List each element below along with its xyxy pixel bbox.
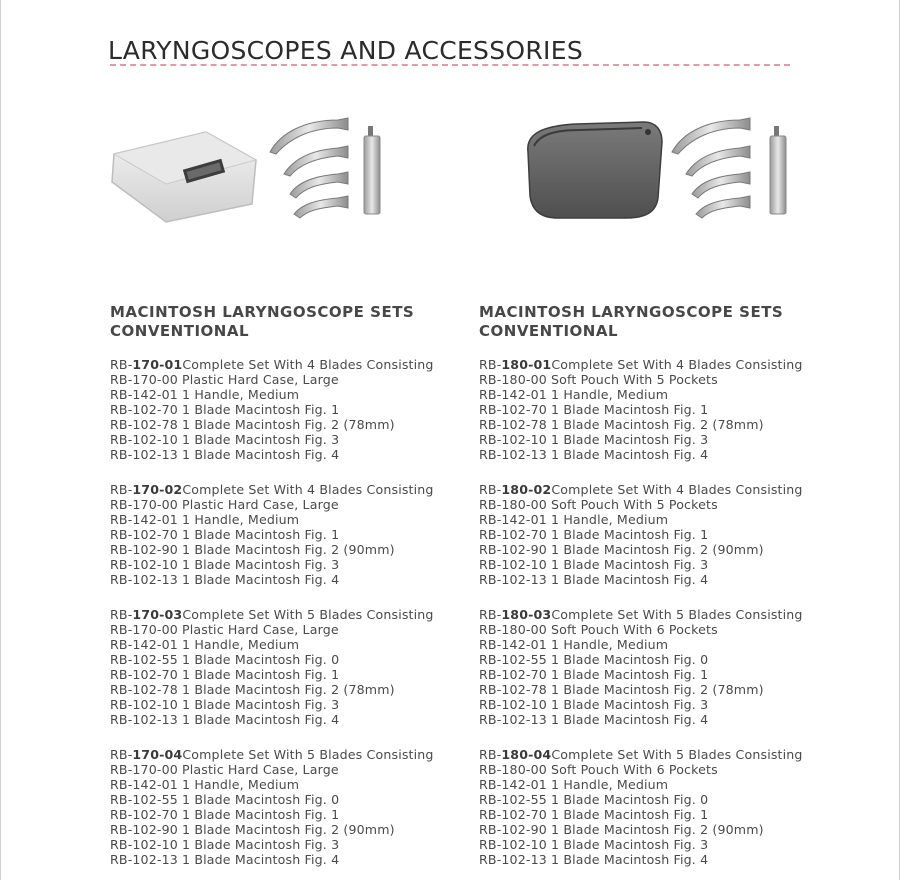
component-row	[110, 637, 470, 652]
component-description: 1 Blade Macintosh Fig. 2 (90mm)	[182, 822, 395, 837]
section-title	[110, 303, 470, 341]
blades-icon	[672, 118, 750, 218]
set-description: Complete Set With 5 Blades Consisting	[551, 747, 803, 762]
component-row	[479, 572, 839, 587]
set-code-number: 180-04	[501, 747, 552, 762]
component-description: 1 Blade Macintosh Fig. 1	[182, 667, 340, 682]
section-title-line2: CONVENTIONAL	[110, 322, 250, 340]
component-row	[110, 667, 470, 682]
component-code: RB-102-13	[110, 712, 178, 727]
component-code: RB-170-00	[110, 372, 178, 387]
component-code: RB-180-00	[479, 497, 547, 512]
component-description: 1 Blade Macintosh Fig. 2 (90mm)	[182, 542, 395, 557]
component-code: RB-102-13	[110, 572, 178, 587]
component-row	[479, 512, 839, 527]
component-row	[479, 402, 839, 417]
component-row	[479, 637, 839, 652]
component-code: RB-102-13	[479, 572, 547, 587]
component-description: 1 Blade Macintosh Fig. 2 (78mm)	[182, 682, 395, 697]
component-code: RB-102-78	[479, 417, 547, 432]
set-code	[110, 607, 182, 622]
set-header-row	[110, 607, 470, 622]
component-description: 1 Blade Macintosh Fig. 2 (78mm)	[182, 417, 395, 432]
set-code	[110, 747, 182, 762]
component-row	[479, 432, 839, 447]
component-code: RB-142-01	[479, 387, 547, 402]
set-code	[479, 607, 551, 622]
component-description: 1 Blade Macintosh Fig. 1	[551, 667, 709, 682]
component-description: 1 Blade Macintosh Fig. 3	[551, 837, 709, 852]
component-description: Plastic Hard Case, Large	[182, 497, 339, 512]
set-code-number: 180-01	[501, 357, 552, 372]
component-code: RB-142-01	[479, 512, 547, 527]
component-description: 1 Handle, Medium	[182, 777, 300, 792]
component-code: RB-180-00	[479, 762, 547, 777]
set-code	[479, 357, 551, 372]
soft-pouch-icon	[528, 122, 662, 218]
component-row	[479, 697, 839, 712]
component-description: Soft Pouch With 6 Pockets	[551, 622, 718, 637]
component-row	[110, 682, 470, 697]
set-code-prefix: RB-	[479, 607, 502, 622]
component-description: 1 Blade Macintosh Fig. 0	[551, 652, 709, 667]
component-code: RB-102-10	[479, 557, 547, 572]
set-description: Complete Set With 5 Blades Consisting	[182, 607, 434, 622]
component-code: RB-142-01	[110, 387, 178, 402]
set-code	[479, 747, 551, 762]
component-description: 1 Blade Macintosh Fig. 4	[182, 712, 340, 727]
product-set	[479, 482, 839, 587]
component-row	[110, 697, 470, 712]
component-row	[110, 372, 470, 387]
component-description: 1 Handle, Medium	[182, 512, 300, 527]
component-row	[110, 527, 470, 542]
component-code: RB-142-01	[110, 637, 178, 652]
component-code: RB-102-70	[110, 667, 178, 682]
section-title	[479, 303, 839, 341]
component-row	[479, 372, 839, 387]
section-title-line1: MACINTOSH LARYNGOSCOPE SETS	[110, 303, 415, 321]
component-description: Plastic Hard Case, Large	[182, 762, 339, 777]
set-code-number: 180-02	[501, 482, 552, 497]
set-description: Complete Set With 5 Blades Consisting	[551, 607, 803, 622]
handle-icon	[364, 126, 380, 214]
component-row	[110, 622, 470, 637]
component-row	[479, 807, 839, 822]
component-row	[479, 682, 839, 697]
set-header-row	[479, 747, 839, 762]
section-title-line1: MACINTOSH LARYNGOSCOPE SETS	[479, 303, 784, 321]
component-row	[479, 712, 839, 727]
handle-icon	[770, 126, 786, 214]
component-description: 1 Blade Macintosh Fig. 3	[551, 697, 709, 712]
hard-case-laryngoscope-set-image	[106, 112, 406, 224]
component-row	[479, 822, 839, 837]
component-description: 1 Blade Macintosh Fig. 3	[551, 432, 709, 447]
component-code: RB-102-10	[110, 432, 178, 447]
component-code: RB-102-70	[110, 527, 178, 542]
component-code: RB-102-55	[479, 792, 547, 807]
component-row	[110, 557, 470, 572]
component-code: RB-102-78	[110, 682, 178, 697]
component-code: RB-102-10	[479, 837, 547, 852]
component-description: 1 Handle, Medium	[551, 387, 669, 402]
component-description: 1 Blade Macintosh Fig. 2 (78mm)	[551, 682, 764, 697]
component-row	[479, 527, 839, 542]
component-code: RB-102-10	[479, 432, 547, 447]
component-code: RB-102-10	[110, 557, 178, 572]
set-code-number: 170-01	[132, 357, 183, 372]
component-code: RB-170-00	[110, 762, 178, 777]
component-description: 1 Blade Macintosh Fig. 0	[182, 792, 340, 807]
component-row	[479, 777, 839, 792]
left-column	[110, 303, 470, 884]
set-header-row	[110, 357, 470, 372]
component-row	[479, 652, 839, 667]
title-divider	[110, 64, 790, 66]
component-code: RB-102-90	[479, 822, 547, 837]
set-code-prefix: RB-	[110, 482, 133, 497]
set-header-row	[479, 607, 839, 622]
component-row	[110, 417, 470, 432]
set-code	[110, 357, 182, 372]
set-code-prefix: RB-	[110, 607, 133, 622]
component-description: 1 Blade Macintosh Fig. 4	[551, 447, 709, 462]
component-code: RB-102-70	[479, 402, 547, 417]
component-row	[110, 822, 470, 837]
set-description: Complete Set With 4 Blades Consisting	[182, 482, 434, 497]
component-description: 1 Blade Macintosh Fig. 0	[551, 792, 709, 807]
component-code: RB-102-70	[110, 807, 178, 822]
product-set	[479, 747, 839, 867]
component-row	[110, 837, 470, 852]
set-header-row	[479, 482, 839, 497]
component-description: 1 Blade Macintosh Fig. 1	[551, 807, 709, 822]
component-code: RB-142-01	[479, 777, 547, 792]
component-row	[479, 417, 839, 432]
component-description: Plastic Hard Case, Large	[182, 372, 339, 387]
component-row	[110, 712, 470, 727]
set-code-prefix: RB-	[479, 747, 502, 762]
component-description: 1 Blade Macintosh Fig. 3	[551, 557, 709, 572]
component-row	[479, 622, 839, 637]
component-description: 1 Blade Macintosh Fig. 3	[182, 837, 340, 852]
component-row	[110, 432, 470, 447]
component-row	[110, 542, 470, 557]
component-description: 1 Blade Macintosh Fig. 0	[182, 652, 340, 667]
component-description: 1 Blade Macintosh Fig. 1	[182, 402, 340, 417]
component-row	[110, 447, 470, 462]
component-description: 1 Handle, Medium	[551, 637, 669, 652]
component-code: RB-102-13	[479, 852, 547, 867]
component-code: RB-102-13	[110, 852, 178, 867]
component-code: RB-102-70	[110, 402, 178, 417]
product-set	[110, 607, 470, 727]
component-row	[110, 512, 470, 527]
component-description: 1 Blade Macintosh Fig. 3	[182, 697, 340, 712]
section-title-line2: CONVENTIONAL	[479, 322, 619, 340]
component-code: RB-102-90	[110, 822, 178, 837]
component-row	[110, 762, 470, 777]
component-code: RB-102-10	[110, 697, 178, 712]
component-code: RB-102-55	[110, 792, 178, 807]
component-description: 1 Blade Macintosh Fig. 1	[551, 402, 709, 417]
set-code-prefix: RB-	[110, 747, 133, 762]
component-row	[110, 652, 470, 667]
right-column	[479, 303, 839, 884]
component-description: 1 Blade Macintosh Fig. 4	[182, 447, 340, 462]
product-set	[479, 357, 839, 462]
soft-pouch-laryngoscope-set-image	[516, 112, 816, 224]
component-code: RB-102-90	[110, 542, 178, 557]
component-code: RB-102-10	[110, 837, 178, 852]
set-code-prefix: RB-	[479, 357, 502, 372]
set-header-row	[479, 357, 839, 372]
component-code: RB-102-70	[479, 807, 547, 822]
set-code-number: 170-02	[132, 482, 183, 497]
component-code: RB-180-00	[479, 372, 547, 387]
component-row	[479, 837, 839, 852]
component-code: RB-102-13	[479, 712, 547, 727]
component-row	[479, 762, 839, 777]
set-code-number: 180-03	[501, 607, 552, 622]
product-set	[110, 482, 470, 587]
component-description: 1 Blade Macintosh Fig. 4	[182, 572, 340, 587]
component-row	[110, 572, 470, 587]
component-row	[110, 792, 470, 807]
component-row	[110, 387, 470, 402]
component-description: 1 Blade Macintosh Fig. 1	[551, 527, 709, 542]
component-code: RB-142-01	[110, 512, 178, 527]
component-code: RB-102-55	[479, 652, 547, 667]
set-code	[479, 482, 551, 497]
component-description: 1 Blade Macintosh Fig. 4	[551, 852, 709, 867]
component-row	[110, 852, 470, 867]
component-code: RB-102-90	[479, 542, 547, 557]
component-row	[110, 497, 470, 512]
component-row	[479, 447, 839, 462]
component-row	[110, 777, 470, 792]
component-code: RB-102-78	[110, 417, 178, 432]
component-description: 1 Blade Macintosh Fig. 4	[551, 572, 709, 587]
component-row	[110, 402, 470, 417]
component-description: 1 Handle, Medium	[182, 387, 300, 402]
component-description: 1 Blade Macintosh Fig. 3	[182, 557, 340, 572]
component-row	[479, 542, 839, 557]
component-description: 1 Handle, Medium	[551, 512, 669, 527]
component-code: RB-142-01	[110, 777, 178, 792]
product-set	[110, 747, 470, 867]
component-description: Soft Pouch With 5 Pockets	[551, 497, 718, 512]
set-code	[110, 482, 182, 497]
component-description: 1 Blade Macintosh Fig. 3	[182, 432, 340, 447]
hard-case-icon	[112, 132, 256, 222]
component-description: Plastic Hard Case, Large	[182, 622, 339, 637]
component-row	[479, 387, 839, 402]
product-set	[110, 357, 470, 462]
component-description: 1 Blade Macintosh Fig. 2 (90mm)	[551, 822, 764, 837]
set-header-row	[110, 482, 470, 497]
component-code: RB-102-13	[110, 447, 178, 462]
component-row	[479, 667, 839, 682]
component-row	[479, 497, 839, 512]
component-code: RB-170-00	[110, 622, 178, 637]
set-code-prefix: RB-	[479, 482, 502, 497]
component-code: RB-142-01	[479, 637, 547, 652]
set-description: Complete Set With 5 Blades Consisting	[182, 747, 434, 762]
set-header-row	[110, 747, 470, 762]
component-description: 1 Blade Macintosh Fig. 1	[182, 807, 340, 822]
component-code: RB-180-00	[479, 622, 547, 637]
component-description: 1 Blade Macintosh Fig. 2 (78mm)	[551, 417, 764, 432]
page-title: LARYNGOSCOPES AND ACCESSORIES	[108, 35, 583, 65]
component-description: Soft Pouch With 5 Pockets	[551, 372, 718, 387]
component-description: 1 Blade Macintosh Fig. 2 (90mm)	[551, 542, 764, 557]
component-code: RB-102-55	[110, 652, 178, 667]
component-description: 1 Blade Macintosh Fig. 4	[182, 852, 340, 867]
product-set	[479, 607, 839, 727]
component-description: Soft Pouch With 6 Pockets	[551, 762, 718, 777]
component-row	[479, 852, 839, 867]
component-description: 1 Blade Macintosh Fig. 4	[551, 712, 709, 727]
component-row	[110, 807, 470, 822]
component-row	[479, 557, 839, 572]
set-code-number: 170-03	[132, 607, 183, 622]
blades-icon	[270, 118, 348, 218]
set-description: Complete Set With 4 Blades Consisting	[551, 482, 803, 497]
component-code: RB-102-70	[479, 667, 547, 682]
component-row	[479, 792, 839, 807]
component-description: 1 Handle, Medium	[182, 637, 300, 652]
set-description: Complete Set With 4 Blades Consisting	[182, 357, 434, 372]
component-code: RB-102-13	[479, 447, 547, 462]
set-description: Complete Set With 4 Blades Consisting	[551, 357, 803, 372]
component-code: RB-102-70	[479, 527, 547, 542]
set-code-prefix: RB-	[110, 357, 133, 372]
set-code-number: 170-04	[132, 747, 183, 762]
component-code: RB-102-78	[479, 682, 547, 697]
component-description: 1 Handle, Medium	[551, 777, 669, 792]
component-code: RB-170-00	[110, 497, 178, 512]
component-code: RB-102-10	[479, 697, 547, 712]
component-description: 1 Blade Macintosh Fig. 1	[182, 527, 340, 542]
